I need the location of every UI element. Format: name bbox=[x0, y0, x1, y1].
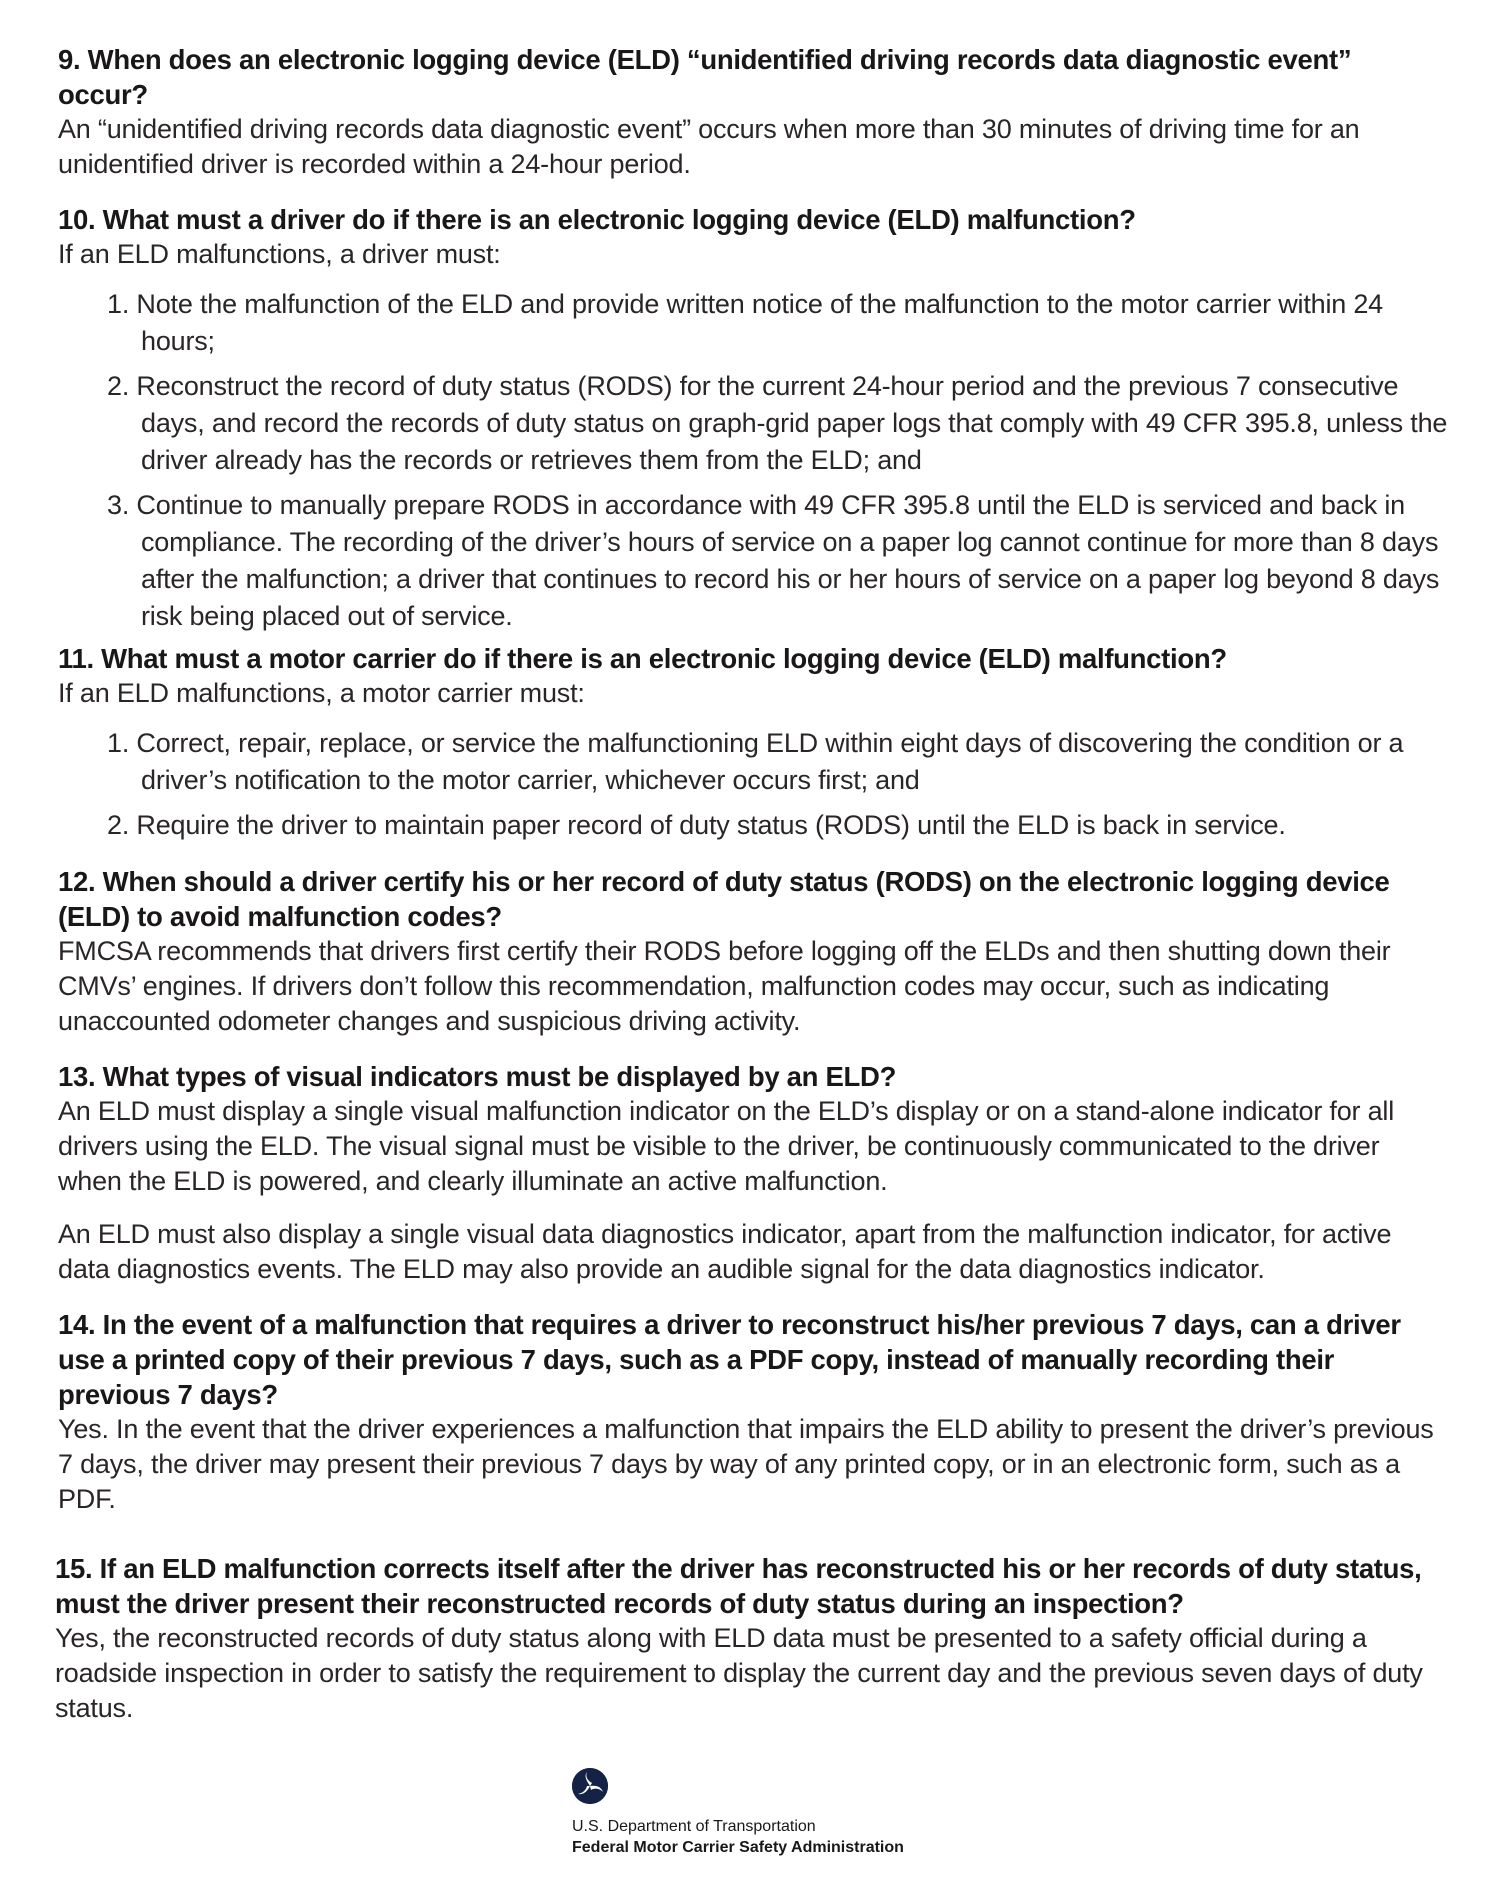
answer-text: Yes. In the event that the driver experiences a malfunction that impairs the ELD ability to present the driver’s previous 7 days, the driver may present their previous 7 days by way of any printed copy, or in an electronic form, such as a PDF. bbox=[58, 1414, 1434, 1514]
question-heading: 12. When should a driver certify his or her record of duty status (RODS) on the electronic logging device (ELD) to avoid malfunction codes? bbox=[58, 866, 1390, 932]
agency-name: Federal Motor Carrier Safety Administration bbox=[572, 1839, 904, 1856]
faq-section-14 bbox=[58, 1307, 1448, 1517]
question-heading: 11. What must a motor carrier do if there is an electronic logging device (ELD) malfunction? bbox=[58, 643, 1227, 674]
answer-text: If an ELD malfunctions, a motor carrier must: bbox=[58, 678, 585, 708]
faq-section-13 bbox=[58, 1059, 1448, 1287]
answer-text: If an ELD malfunctions, a driver must: bbox=[58, 239, 501, 269]
question-heading: 13. What types of visual indicators must be displayed by an ELD? bbox=[58, 1061, 897, 1092]
steps-list bbox=[58, 725, 1448, 844]
faq-section-12 bbox=[58, 864, 1448, 1039]
list-item: 1. Note the malfunction of the ELD and provide written notice of the malfunction to the motor carrier within 24 hours; bbox=[107, 289, 1383, 356]
answer-text: Yes, the reconstructed records of duty status along with ELD data must be presented to a safety official during a roadside inspection in order to satisfy the requirement to display the current day and the previous seven days of duty status. bbox=[55, 1623, 1423, 1723]
faq-section-10 bbox=[58, 202, 1448, 635]
answer-text: FMCSA recommends that drivers first certify their RODS before logging off the ELDs and then shutting down their CMVs’ engines. If drivers don’t follow this recommendation, malfunction codes may occur, such as indicating unaccounted odometer changes and suspicious driving activity. bbox=[58, 936, 1391, 1036]
dot-tri-swoosh-logo-icon bbox=[572, 1768, 608, 1804]
faq-document bbox=[55, 42, 1448, 1746]
question-heading: 14. In the event of a malfunction that requires a driver to reconstruct his/her previous 7 days, can a driver use a printed copy of their previous 7 days, such as a PDF copy, instead of manually recording their previous 7 days? bbox=[58, 1309, 1401, 1410]
footer bbox=[572, 1768, 904, 1858]
list-item: 2. Require the driver to maintain paper record of duty status (RODS) until the ELD is back in service. bbox=[107, 810, 1286, 840]
answer-text-2: An ELD must also display a single visual data diagnostics indicator, apart from the malfunction indicator, for active data diagnostics events. The ELD may also provide an audible signal for the data diagnostics indicator. bbox=[58, 1219, 1392, 1284]
question-heading: 15. If an ELD malfunction corrects itself after the driver has reconstructed his or her records of duty status, must the driver present their reconstructed records of duty status during an inspection? bbox=[55, 1553, 1422, 1619]
list-item: 3. Continue to manually prepare RODS in accordance with 49 CFR 395.8 until the ELD is serviced and back in compliance. The recording of the driver’s hours of service on a paper log cannot continue for more than 8 days after the malfunction; a driver that continues to record his or her hours of service on a paper log beyond 8 days risk being placed out of service. bbox=[107, 490, 1440, 631]
question-heading: 10. What must a driver do if there is an electronic logging device (ELD) malfunction? bbox=[58, 204, 1136, 235]
department-name: U.S. Department of Transportation bbox=[572, 1818, 816, 1835]
faq-section-15 bbox=[55, 1551, 1448, 1726]
list-item: 1. Correct, repair, replace, or service the malfunctioning ELD within eight days of discovering the condition or a driver’s notification to the motor carrier, whichever occurs first; and bbox=[107, 728, 1404, 795]
list-item: 2. Reconstruct the record of duty status (RODS) for the current 24-hour period and the previous 7 consecutive days, and record the records of duty status on graph-grid paper logs that comply with 49 CFR 395.8, unless the driver already has the records or retrieves them from the ELD; and bbox=[107, 371, 1448, 475]
answer-text: An “unidentified driving records data diagnostic event” occurs when more than 30 minutes of driving time for an unidentified driver is recorded within a 24-hour period. bbox=[58, 114, 1360, 179]
question-heading: 9. When does an electronic logging device (ELD) “unidentified driving records data diagnostic event” occur? bbox=[58, 44, 1352, 110]
faq-section-11 bbox=[58, 641, 1448, 844]
steps-list bbox=[58, 286, 1448, 635]
answer-text: An ELD must display a single visual malfunction indicator on the ELD’s display or on a stand-alone indicator for all drivers using the ELD. The visual signal must be visible to the driver, be continuously communicated to the driver when the ELD is powered, and clearly illuminate an active malfunction. bbox=[58, 1096, 1395, 1196]
faq-section-9 bbox=[58, 42, 1448, 182]
